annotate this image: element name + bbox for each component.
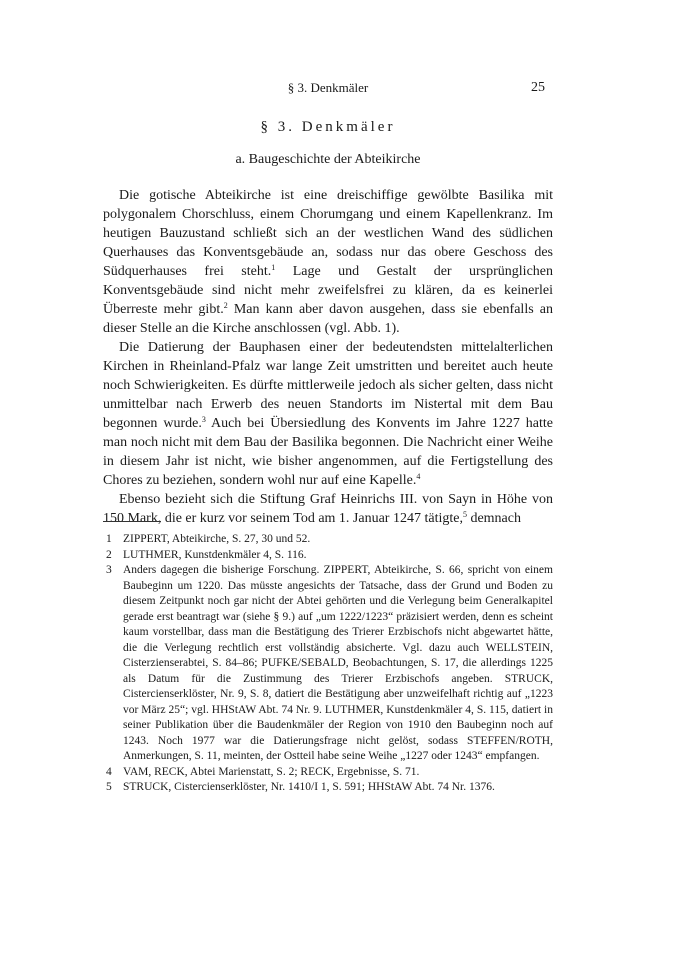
book-page	[103, 0, 553, 965]
footnote	[103, 548, 553, 564]
footnote-number: 3	[106, 564, 112, 576]
footnote-number: 4	[106, 765, 112, 778]
text-segment: Auch bei Übersiedlung des Konvents im Jahre 1227 hatte man noch nicht mit dem Bau der Basilika begonnen. Die Nachricht einer Weihe in diesem Jahr ist nicht, wie bisher angenommen, auf die Fertigstellung des Chores zu beziehen, sondern wohl nur auf eine Kapelle.	[103, 416, 553, 488]
footnote-ref[interactable]: 2	[223, 301, 228, 310]
text-segment: Die Datierung der Bauphasen einer der bedeutendsten mittelalterlichen Kirchen in Rheinland-Pfalz war lange Zeit umstritten und bereitet auch heute noch Schwierigkeiten. Es dürfte mittlerweile jedoch als sicher gelten, dass nicht unmittelbar nach Erwerb des neuen Standorts im Nistertal mit dem Bau begonnen wurde.	[103, 340, 553, 431]
paragraph	[103, 490, 553, 528]
text-segment: Ebenso bezieht sich die Stiftung Graf Heinrichs III. von Sayn in Höhe von 150 Mark, die er kurz vor seinem Tod am 1. Januar 1247 tätigte,	[103, 492, 553, 526]
footnote-ref[interactable]: 3	[201, 415, 206, 424]
subsection-title: a. Baugeschichte der Abteikirche	[235, 152, 421, 167]
footnote-text: ZIPPERT, Abteikirche, S. 27, 30 und 52.	[123, 533, 311, 545]
footnote-text: LUTHMER, Kunstdenkmäler 4, S. 116.	[123, 548, 307, 561]
footnote	[103, 765, 553, 781]
page-number: 25	[531, 80, 545, 95]
footnote-text: VAM, RECK, Abtei Marienstatt, S. 2; RECK, Ergebnisse, S. 71.	[123, 765, 420, 778]
text-segment: Die gotische Abteikirche ist eine dreischiffige gewölbte Basilika mit polygonalem Chorschluss, einem Chorumgang und einem Kapellenkranz. Im heutigen Bauzustand schließt sich an der westlichen Wand des südlichen Querhauses das Konventsgebäude an, sodass nur das obere Geschoss des Südquerhauses frei steht.	[103, 188, 553, 279]
running-head	[103, 78, 553, 98]
body-text	[103, 186, 553, 528]
footnote-ref[interactable]: 4	[416, 472, 421, 481]
text-segment: Man kann aber davon ausgehen, dass sie ebenfalls an dieser Stelle an die Kirche anschlossen (vgl. Abb. 1).	[103, 302, 553, 336]
footnote-separator	[103, 521, 161, 522]
footnote	[103, 532, 553, 548]
footnote-text: STRUCK, Cistercienserklöster, Nr. 1410/I 1, S. 591; HHStAW Abt. 74 Nr. 1376.	[123, 781, 495, 793]
paragraph	[103, 338, 553, 490]
section-title: § 3. Denkmäler	[260, 119, 396, 135]
footnote-number: 2	[106, 548, 112, 561]
footnote-ref[interactable]: 1	[271, 263, 276, 272]
paragraph	[103, 186, 553, 338]
running-head-title: § 3. Denkmäler	[287, 80, 369, 95]
footnote	[103, 780, 553, 796]
footnote	[103, 563, 553, 765]
footnote-text: Anders dagegen die bisherige Forschung. ZIPPERT, Abteikirche, S. 66, spricht von einem Baubeginn um 1220. Das müsste angesichts der Tatsache, dass der Grund und Boden zu diesem Zeitpunkt noch gar nicht der Abtei gehörten und die Verlegung beim Generalkapitel gerade erst beantragt war (siehe § 9.) auf „um 1222/1223“ präzisiert werden, denn es scheint kaum vorstellbar, dass man die Bestätigung des Trierer Erzbischofs nicht abgewartet hätte, die die Verlegung rechtlich erst vollständig absicherte. Vgl. dazu auch WELLSTEIN, Cisterzienserabtei, S. 84–86; PUFKE/SEBALD, Beobachtungen, S. 17, die allerdings 1225 als Datum für die Zustimmung des Trierer Erzbischofs angeben. STRUCK, Cistercienserklöster, Nr. 9, S. 8, datiert die Bestätigung aber unzweifelhaft richtig auf „1223 vor März 25“; vgl. HHStAW Abt. 74 Nr. 9. LUTHMER, Kunstdenkmäler 4, S. 115, datiert in seiner Publikation über die Baudenkmäler der Region von 1910 den Baubeginn noch auf 1243. Noch 1977 war die Datierungsfrage nicht gelöst, sodass STEFFEN/ROTH, Anmerkungen, S. 11, meinten, der Ostteil habe seine Weihe „1227 oder 1243“ empfangen.	[123, 564, 553, 762]
text-segment: demnach	[466, 511, 521, 526]
footnote-number: 1	[106, 533, 112, 545]
footnote-ref[interactable]: 5	[462, 510, 467, 519]
footnotes	[103, 532, 553, 796]
text-segment: Lage und Gestalt der ursprünglichen Konventsgebäude sind nicht mehr zweifelsfrei zu klären, da es keinerlei Überreste mehr gibt.	[103, 264, 553, 317]
footnote-number: 5	[106, 781, 112, 793]
